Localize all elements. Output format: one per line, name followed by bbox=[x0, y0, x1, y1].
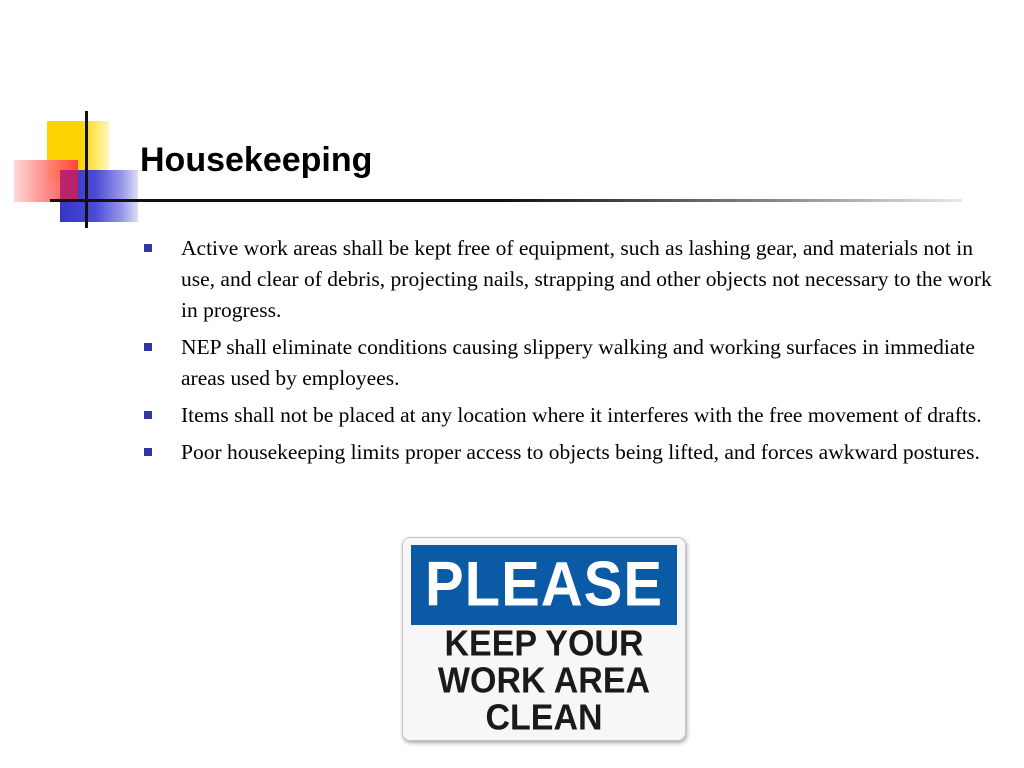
square-bullet-icon bbox=[144, 448, 152, 456]
square-bullet-icon bbox=[144, 343, 152, 351]
bullet-text: NEP shall eliminate conditions causing slippery walking and working surfaces in immediate areas used by employees. bbox=[181, 335, 975, 390]
sign-banner bbox=[411, 545, 677, 625]
decor-vertical-line bbox=[85, 111, 88, 228]
sign-line: KEEP YOUR bbox=[444, 624, 644, 664]
square-bullet-icon bbox=[144, 244, 152, 252]
bullet-item bbox=[140, 400, 1000, 431]
sign-line: CLEAN bbox=[485, 698, 603, 738]
bullet-text: Active work areas shall be kept free of equipment, such as lashing gear, and materials not in use, and clear of debris, projecting nails, strapping and other objects not necessary to the work in progress. bbox=[181, 236, 992, 322]
sign-banner-text: PLEASE bbox=[424, 549, 664, 620]
bullet-text: Poor housekeeping limits proper access to objects being lifted, and forces awkward postures. bbox=[181, 440, 980, 464]
bullet-text: Items shall not be placed at any location where it interferes with the free movement of drafts. bbox=[181, 403, 982, 427]
decor-overlap-square bbox=[60, 170, 78, 202]
bullet-item bbox=[140, 332, 1000, 394]
title-underline bbox=[50, 199, 962, 202]
bullet-item bbox=[140, 233, 1000, 326]
bullet-list bbox=[140, 233, 1000, 474]
sign-body bbox=[409, 626, 679, 737]
square-bullet-icon bbox=[144, 411, 152, 419]
bullet-item bbox=[140, 437, 1000, 468]
slide-title: Housekeeping bbox=[140, 141, 373, 179]
sign-line: WORK AREA bbox=[437, 661, 651, 701]
keep-clean-sign-image bbox=[402, 537, 686, 741]
